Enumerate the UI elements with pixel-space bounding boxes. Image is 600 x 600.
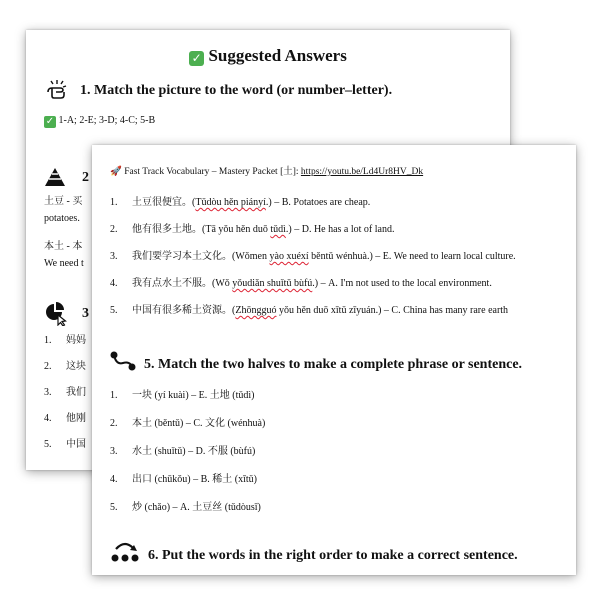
checkmark-icon: ✓ [45,116,55,127]
connector-icon [110,351,136,371]
hand-sparkle-icon [44,78,70,102]
section2-line: We need t [44,258,84,269]
checkmark-icon: ✓ [189,51,204,66]
section2-line: 土豆 - 买 [44,196,83,207]
reorder-icon [110,541,140,563]
rocket-icon: 🚀 [110,166,122,177]
section1-answer: ✓ 1-A; 2-E; 3-D; 4-C; 5-B [45,115,156,127]
section2-line: 本土 - 本 [44,241,83,252]
pyramid-icon [44,167,66,187]
section2-line: potatoes. [44,213,80,224]
section2-heading: 2 [82,170,89,185]
answer-page: ✓ Suggested Answers 1. Match the picture to the word (or number–letter). ✓ 1-A; 2-E; 3-D; 4-C; 5-B 2 土豆 - 买 potatoes. 本土 - 本 We need t 3 1. 妈妈 2. 这块 3. 我们 4. 他刚 5. 中国 [26,30,510,470]
section6-heading: 6. Put the words in the right order to make a correct sentence. [148,548,518,563]
packet-header: 🚀 Fast Track Vocabulary – Mastery Packet [土]: https://youtu.be/Ld4Ur8HV_Dk [110,166,424,177]
page-title: ✓ Suggested Answers [26,46,510,66]
pie-cursor-icon [44,302,68,326]
section3-heading: 3 [82,306,89,321]
video-link[interactable]: https://youtu.be/Ld4Ur8HV_Dk [300,167,424,177]
section1-heading: 1. Match the picture to the word (or number–letter). [80,83,393,98]
section5-heading: 5. Match the two halves to make a complete phrase or sentence. [144,357,523,372]
vocabulary-page: 🚀 Fast Track Vocabulary – Mastery Packet [土]: https://youtu.be/Ld4Ur8HV_Dk 1. 土豆很便宜。(Tǔdòu hěn piányí.) – B. Potatoes are cheap. 2. 他有很多土地。(Tā yǒu hěn duō tǔdì.) – D. He has a lot of land. 3. 我们要学习本土文化。(Wǒmen yào xuéxí běntǔ wénhuà.) – E. We need to learn local culture. 4. 我有点水土不服。(Wǒ yǒudiǎn shuǐtǔ bùfú.) – A. I'm not used to the local environment. 5. 中国有很多稀土资源。(Zhōngguó yǒu hěn duō xītǔ zīyuán.) – C. China has many rare earth 5. Match the two halves to make a complete phrase or sentence. 1. 一块 (yí kuài) – E. 土地 (tǔdì) 2. 本土 (běntǔ) – C. 文化 (wénhuà) 3. 水土 (shuǐtǔ) – D. 不服 (bùfú) 4. 出口 (chūkǒu) – B. 稀土 (xītǔ) 5. 炒 (chǎo) – A. 土豆丝 (tǔdòusī) 6. Put the words in the right order to make a correct sentence. [92,145,576,575]
